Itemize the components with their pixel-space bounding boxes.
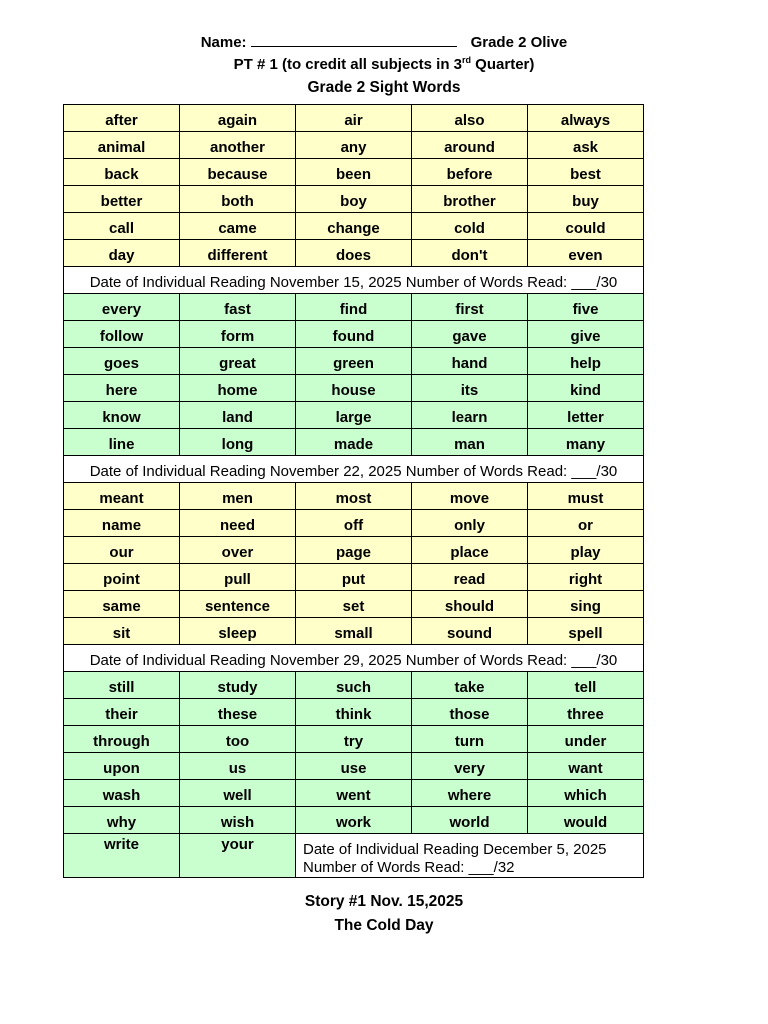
sight-word: only — [454, 516, 485, 534]
sight-word: change — [327, 219, 380, 237]
page-title: Grade 2 Sight Words — [307, 79, 461, 96]
sight-word: back — [104, 165, 139, 183]
sight-word: also — [454, 111, 485, 129]
word-cell — [180, 510, 296, 537]
sight-word: better — [100, 192, 143, 210]
sight-word: wash — [102, 786, 141, 804]
final-reading-note-cell — [296, 834, 644, 878]
word-row — [64, 429, 644, 456]
word-cell — [412, 321, 528, 348]
word-cell — [296, 132, 412, 159]
word-cell — [64, 726, 180, 753]
sight-word: kind — [570, 381, 601, 399]
sight-word: form — [220, 327, 255, 345]
sight-word: your — [221, 836, 254, 853]
sight-word: sentence — [204, 597, 271, 615]
word-cell — [296, 375, 412, 402]
word-cell — [528, 780, 644, 807]
word-cell — [180, 726, 296, 753]
word-cell — [180, 321, 296, 348]
sight-word: brother — [443, 192, 496, 210]
final-reading-date: Date of Individual Reading December 5, 2025 — [303, 841, 607, 858]
sight-word: came — [218, 219, 257, 237]
sight-word: large — [335, 408, 372, 426]
sight-word: air — [344, 111, 363, 129]
sight-word: home — [217, 381, 258, 399]
sight-words-body — [64, 105, 644, 878]
word-row — [64, 753, 644, 780]
sight-word: these — [217, 705, 258, 723]
sight-word: think — [335, 705, 372, 723]
sight-word: made — [333, 435, 374, 453]
sight-word: hand — [451, 354, 488, 372]
sight-word: cold — [454, 219, 485, 237]
word-cell — [64, 375, 180, 402]
sight-word: most — [335, 489, 372, 507]
word-cell — [528, 240, 644, 267]
word-row — [64, 348, 644, 375]
word-cell — [528, 510, 644, 537]
sight-word: over — [221, 543, 254, 561]
word-cell — [296, 294, 412, 321]
sight-word: its — [460, 381, 479, 399]
word-cell — [412, 726, 528, 753]
word-cell — [528, 294, 644, 321]
sight-word: want — [568, 759, 603, 777]
word-cell — [180, 132, 296, 159]
word-cell — [296, 321, 412, 348]
sight-word: sleep — [218, 624, 257, 642]
word-cell — [296, 807, 412, 834]
sight-word: sing — [570, 597, 601, 615]
word-row — [64, 699, 644, 726]
sight-word: ask — [572, 138, 599, 156]
word-cell — [64, 699, 180, 726]
word-cell — [64, 348, 180, 375]
word-cell — [296, 240, 412, 267]
reading-note-cell — [64, 456, 644, 483]
word-row — [64, 213, 644, 240]
word-cell — [296, 402, 412, 429]
word-cell — [296, 348, 412, 375]
word-cell — [528, 726, 644, 753]
name-grade-line — [0, 33, 768, 51]
word-cell — [528, 159, 644, 186]
word-cell — [180, 105, 296, 132]
word-row — [64, 375, 644, 402]
word-cell — [64, 834, 180, 878]
sight-word: too — [225, 732, 250, 750]
reading-note-cell — [64, 267, 644, 294]
sight-word: should — [444, 597, 495, 615]
word-cell — [528, 537, 644, 564]
sight-word: boy — [340, 192, 367, 210]
word-cell — [64, 186, 180, 213]
sight-word: right — [568, 570, 603, 588]
word-row — [64, 402, 644, 429]
word-cell — [64, 807, 180, 834]
sight-word: study — [217, 678, 258, 696]
sight-word: our — [109, 543, 134, 561]
sight-word: which — [564, 786, 607, 804]
sight-word: give — [570, 327, 601, 345]
sight-word: same — [102, 597, 141, 615]
sight-word: even — [568, 246, 603, 264]
word-cell — [64, 564, 180, 591]
word-cell — [412, 429, 528, 456]
word-row — [64, 591, 644, 618]
word-cell — [528, 483, 644, 510]
word-cell — [412, 753, 528, 780]
word-cell — [296, 699, 412, 726]
pt-prefix: PT # 1 (to credit all subjects in 3 — [233, 56, 463, 73]
word-row — [64, 321, 644, 348]
sight-word: land — [222, 408, 253, 426]
word-cell — [180, 537, 296, 564]
word-cell — [64, 483, 180, 510]
word-cell — [64, 294, 180, 321]
word-cell — [528, 429, 644, 456]
word-cell — [528, 213, 644, 240]
sight-word: point — [103, 570, 140, 588]
sight-word: because — [207, 165, 268, 183]
sight-word: gave — [452, 327, 487, 345]
sight-word: sound — [447, 624, 492, 642]
word-row — [64, 159, 644, 186]
sight-word: or — [578, 516, 593, 534]
word-cell — [296, 672, 412, 699]
sight-word: fast — [224, 300, 251, 318]
story-title: The Cold Day — [334, 917, 434, 934]
word-cell — [180, 834, 296, 878]
sight-word: place — [450, 543, 489, 561]
pt-superscript: rd — [462, 55, 472, 65]
pt-line — [0, 56, 768, 73]
word-cell — [412, 537, 528, 564]
sight-word: through — [93, 732, 150, 750]
sight-word: would — [563, 813, 608, 831]
word-row — [64, 294, 644, 321]
word-cell — [296, 726, 412, 753]
sight-word: know — [102, 408, 141, 426]
word-cell — [296, 591, 412, 618]
word-cell — [528, 753, 644, 780]
sight-word: animal — [97, 138, 146, 156]
word-cell — [412, 483, 528, 510]
word-cell — [528, 564, 644, 591]
word-cell — [296, 483, 412, 510]
word-cell — [412, 510, 528, 537]
sight-word: house — [331, 381, 376, 399]
sight-word: goes — [103, 354, 139, 372]
word-cell — [296, 564, 412, 591]
word-cell — [412, 348, 528, 375]
word-cell — [180, 672, 296, 699]
reading-note-row — [64, 456, 644, 483]
sight-word: man — [454, 435, 485, 453]
final-word-row — [64, 834, 644, 878]
sight-word: pull — [224, 570, 251, 588]
word-cell — [64, 780, 180, 807]
sight-word: use — [340, 759, 367, 777]
sight-word: read — [453, 570, 486, 588]
sight-word: five — [572, 300, 599, 318]
sight-word: three — [567, 705, 604, 723]
word-cell — [64, 213, 180, 240]
word-row — [64, 132, 644, 159]
word-cell — [296, 213, 412, 240]
sight-word: page — [335, 543, 371, 561]
sight-word: wish — [220, 813, 255, 831]
word-cell — [180, 699, 296, 726]
sight-word: why — [106, 813, 137, 831]
word-row — [64, 618, 644, 645]
word-cell — [180, 240, 296, 267]
word-cell — [64, 159, 180, 186]
sight-word: us — [228, 759, 247, 777]
sight-word: tell — [574, 678, 597, 696]
sight-word: those — [449, 705, 490, 723]
word-row — [64, 672, 644, 699]
sight-word: upon — [103, 759, 140, 777]
word-cell — [180, 564, 296, 591]
sight-word: men — [222, 489, 253, 507]
sight-word: line — [108, 435, 135, 453]
sight-word: find — [339, 300, 368, 318]
sight-word: different — [207, 246, 268, 264]
sight-word: such — [335, 678, 371, 696]
sight-word: every — [101, 300, 142, 318]
word-cell — [64, 510, 180, 537]
word-cell — [412, 780, 528, 807]
sight-word: take — [454, 678, 485, 696]
word-row — [64, 483, 644, 510]
sight-word: very — [454, 759, 485, 777]
word-cell — [412, 564, 528, 591]
word-cell — [64, 618, 180, 645]
sight-word: letter — [567, 408, 604, 426]
sight-word: well — [223, 786, 252, 804]
word-cell — [180, 429, 296, 456]
sight-word: work — [335, 813, 371, 831]
sight-word: follow — [99, 327, 144, 345]
word-cell — [64, 402, 180, 429]
sight-word: turn — [454, 732, 485, 750]
sight-word: many — [565, 435, 606, 453]
sight-word: world — [449, 813, 490, 831]
word-cell — [180, 807, 296, 834]
sight-word: put — [341, 570, 366, 588]
sight-word: any — [340, 138, 367, 156]
reading-note: Date of Individual Reading November 22, 2025 Number of Words Read: ___/30 — [89, 462, 618, 480]
sight-words-table — [63, 104, 644, 878]
word-cell — [64, 105, 180, 132]
word-cell — [412, 159, 528, 186]
final-words-read: Number of Words Read: ___/32 — [303, 859, 515, 876]
reading-note: Date of Individual Reading November 15, 2025 Number of Words Read: ___/30 — [89, 273, 618, 291]
word-cell — [296, 618, 412, 645]
sight-word: their — [105, 705, 138, 723]
sight-word: play — [570, 543, 601, 561]
word-cell — [528, 591, 644, 618]
sight-word: move — [449, 489, 490, 507]
sight-word: still — [108, 678, 135, 696]
sight-word: call — [108, 219, 135, 237]
word-cell — [296, 105, 412, 132]
pt-suffix: Quarter) — [471, 56, 535, 73]
reading-note: Date of Individual Reading November 29, 2025 Number of Words Read: ___/30 — [89, 651, 618, 669]
word-cell — [412, 132, 528, 159]
word-cell — [412, 240, 528, 267]
word-cell — [412, 402, 528, 429]
sight-word: after — [105, 111, 138, 129]
sight-word: spell — [568, 624, 603, 642]
word-cell — [180, 294, 296, 321]
word-row — [64, 510, 644, 537]
word-cell — [412, 375, 528, 402]
sight-word: long — [221, 435, 254, 453]
sight-word: sit — [112, 624, 131, 642]
sight-word: went — [336, 786, 371, 804]
sight-word: green — [333, 354, 374, 372]
sight-word: could — [565, 219, 606, 237]
word-row — [64, 807, 644, 834]
name-label: Name: — [200, 34, 247, 51]
sight-word: write — [103, 836, 139, 853]
word-cell — [528, 348, 644, 375]
word-cell — [64, 591, 180, 618]
word-cell — [180, 753, 296, 780]
word-cell — [64, 537, 180, 564]
sight-word: best — [570, 165, 601, 183]
word-cell — [412, 294, 528, 321]
word-cell — [412, 807, 528, 834]
word-cell — [528, 105, 644, 132]
sight-word: under — [564, 732, 607, 750]
sight-word: another — [209, 138, 265, 156]
word-cell — [412, 672, 528, 699]
word-cell — [528, 186, 644, 213]
sight-word: around — [444, 138, 495, 156]
sight-word: been — [335, 165, 371, 183]
word-cell — [296, 159, 412, 186]
sight-word: need — [219, 516, 255, 534]
sight-word: here — [105, 381, 138, 399]
word-row — [64, 186, 644, 213]
word-cell — [64, 240, 180, 267]
sight-word: both — [221, 192, 254, 210]
word-row — [64, 105, 644, 132]
word-cell — [180, 591, 296, 618]
sight-word: set — [342, 597, 365, 615]
word-cell — [296, 753, 412, 780]
word-cell — [528, 699, 644, 726]
sight-word: name — [101, 516, 142, 534]
sight-word: found — [332, 327, 375, 345]
word-cell — [528, 807, 644, 834]
word-cell — [180, 780, 296, 807]
word-cell — [180, 213, 296, 240]
sight-word: day — [108, 246, 135, 264]
sight-word: before — [446, 165, 493, 183]
word-cell — [64, 753, 180, 780]
sight-word: first — [455, 300, 484, 318]
word-cell — [412, 105, 528, 132]
word-cell — [180, 402, 296, 429]
word-cell — [528, 132, 644, 159]
sight-word: does — [335, 246, 371, 264]
word-cell — [296, 780, 412, 807]
sight-word: where — [447, 786, 492, 804]
word-cell — [180, 159, 296, 186]
word-cell — [412, 618, 528, 645]
word-cell — [412, 186, 528, 213]
word-cell — [296, 429, 412, 456]
word-row — [64, 537, 644, 564]
reading-note-cell — [64, 645, 644, 672]
word-row — [64, 564, 644, 591]
word-cell — [528, 375, 644, 402]
word-cell — [64, 672, 180, 699]
word-row — [64, 726, 644, 753]
word-cell — [296, 510, 412, 537]
word-cell — [296, 537, 412, 564]
word-cell — [296, 186, 412, 213]
word-cell — [180, 375, 296, 402]
reading-note-row — [64, 267, 644, 294]
sight-word: again — [217, 111, 258, 129]
sight-word: buy — [572, 192, 599, 210]
word-cell — [528, 672, 644, 699]
word-cell — [528, 618, 644, 645]
sight-word: always — [560, 111, 611, 129]
sight-word: learn — [451, 408, 488, 426]
sight-word: must — [567, 489, 604, 507]
name-blank — [251, 33, 457, 47]
word-cell — [528, 402, 644, 429]
word-cell — [180, 483, 296, 510]
word-cell — [64, 429, 180, 456]
word-cell — [528, 321, 644, 348]
grade-section: Grade 2 Olive — [470, 34, 568, 51]
word-cell — [64, 321, 180, 348]
word-cell — [180, 618, 296, 645]
word-cell — [412, 699, 528, 726]
word-cell — [180, 348, 296, 375]
sight-word: off — [343, 516, 364, 534]
word-cell — [412, 591, 528, 618]
sight-word: help — [570, 354, 601, 372]
word-cell — [180, 186, 296, 213]
sight-word: small — [334, 624, 373, 642]
story-heading: Story #1 Nov. 15,2025 — [304, 893, 464, 910]
word-row — [64, 780, 644, 807]
sight-word: try — [343, 732, 364, 750]
sight-word: don't — [451, 246, 488, 264]
sight-word: meant — [99, 489, 144, 507]
word-cell — [64, 132, 180, 159]
word-cell — [412, 213, 528, 240]
word-row — [64, 240, 644, 267]
sight-word: great — [219, 354, 256, 372]
reading-note-row — [64, 645, 644, 672]
